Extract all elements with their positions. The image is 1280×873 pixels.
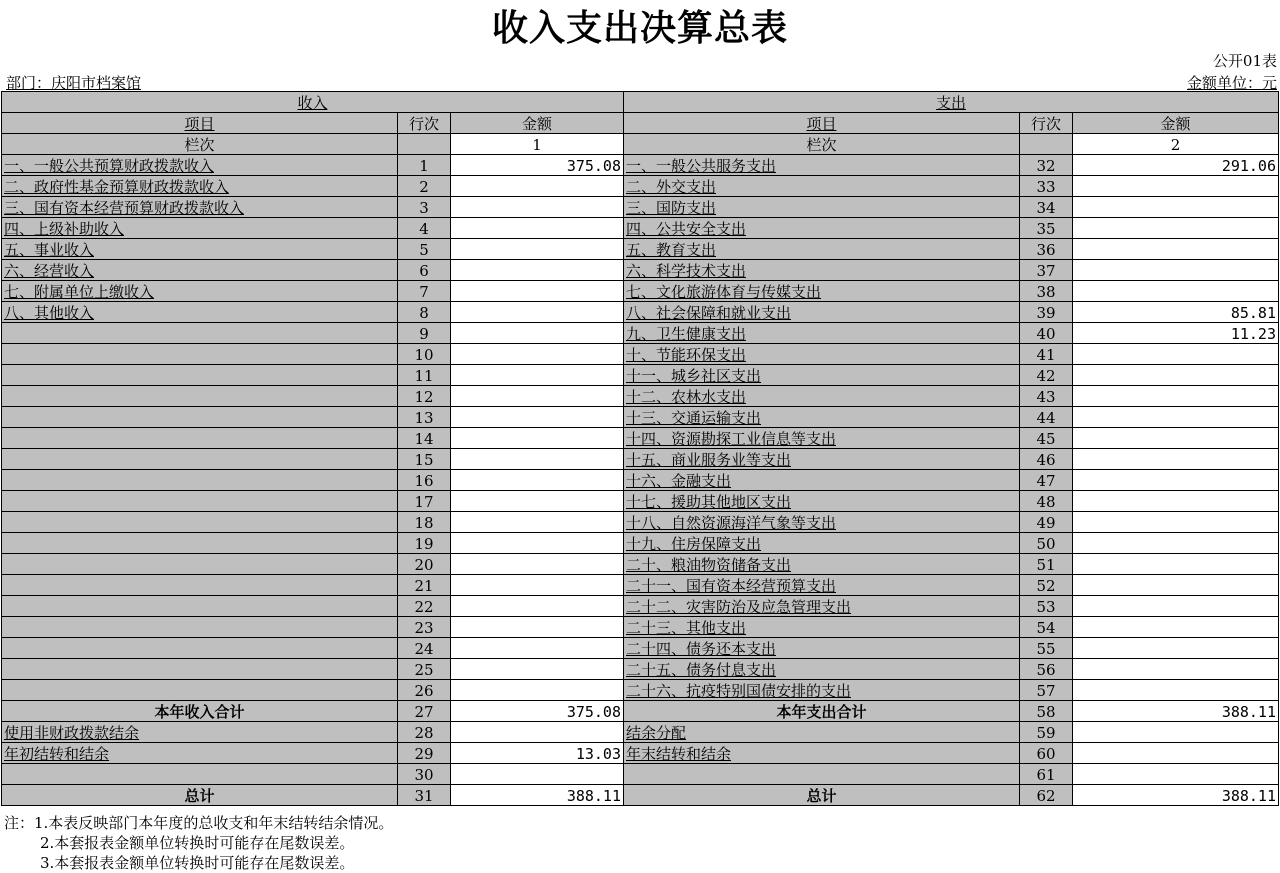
- page-title: 收入支出决算总表: [491, 8, 788, 49]
- expense-amount-cell: [1073, 428, 1279, 449]
- income-amount-cell: [451, 323, 624, 344]
- footnote-3: 3.本套报表金额单位转换时可能存在尾数误差。: [40, 854, 355, 872]
- table-row: [2, 449, 1279, 470]
- footnote-1: 注：1.本表反映部门本年度的总收支和年末结转结余情况。: [4, 814, 394, 832]
- expense-column-index-2: 2: [1073, 134, 1279, 155]
- table-row: [2, 743, 1279, 764]
- expense-no-cell: 42: [1020, 365, 1073, 386]
- header-row-column-index: [2, 134, 1279, 155]
- income-no-cell: 17: [398, 491, 451, 512]
- table-row: [2, 470, 1279, 491]
- income-amount-cell: [451, 554, 624, 575]
- table-row: [2, 365, 1279, 386]
- income-amount-cell: [451, 722, 624, 743]
- form-number: 公开01表: [1212, 52, 1277, 70]
- income-no-cell: 4: [398, 218, 451, 239]
- expense-item-cell: 三、国防支出: [624, 197, 1020, 218]
- expense-item-cell: 二、外交支出: [624, 176, 1020, 197]
- income-item-cell: [2, 449, 398, 470]
- income-amount-cell: 375.08: [451, 155, 624, 176]
- income-amount-cell: [451, 764, 624, 785]
- table-row: [2, 722, 1279, 743]
- expense-item-header: 项目: [624, 113, 1020, 134]
- expense-no-cell: 55: [1020, 638, 1073, 659]
- expense-amount-cell: [1073, 260, 1279, 281]
- expense-amount-cell: 388.11: [1073, 785, 1279, 806]
- expense-item-cell: 二十六、抗疫特别国债安排的支出: [624, 680, 1020, 701]
- expense-amount-cell: [1073, 512, 1279, 533]
- income-item-cell: 三、国有资本经营预算财政拨款收入: [2, 197, 398, 218]
- table-row: [2, 428, 1279, 449]
- expense-item-cell: 十五、商业服务业等支出: [624, 449, 1020, 470]
- income-no-cell: 16: [398, 470, 451, 491]
- income-no-cell: 12: [398, 386, 451, 407]
- income-item-cell: 七、附属单位上缴收入: [2, 281, 398, 302]
- income-column-index-label: 栏次: [2, 134, 398, 155]
- income-column-index-1: 1: [451, 134, 624, 155]
- income-item-cell: [2, 575, 398, 596]
- income-no-cell: 28: [398, 722, 451, 743]
- table-row: [2, 785, 1279, 806]
- income-no-cell: 22: [398, 596, 451, 617]
- expense-no-cell: 52: [1020, 575, 1073, 596]
- income-item-cell: 六、经营收入: [2, 260, 398, 281]
- expense-no-cell: 62: [1020, 785, 1073, 806]
- table-row: [2, 302, 1279, 323]
- amount-unit-label: 金额单位：元: [1186, 74, 1277, 92]
- footnote-2: 2.本套报表金额单位转换时可能存在尾数误差。: [40, 834, 355, 852]
- income-amount-cell: [451, 680, 624, 701]
- income-no-cell: 6: [398, 260, 451, 281]
- expense-item-cell: 二十三、其他支出: [624, 617, 1020, 638]
- income-amount-cell: [451, 197, 624, 218]
- expense-no-cell: 47: [1020, 470, 1073, 491]
- expense-section-header: 支出: [624, 92, 1279, 113]
- income-item-cell: [2, 596, 398, 617]
- expense-amount-cell: [1073, 386, 1279, 407]
- expense-amount-cell: 388.11: [1073, 701, 1279, 722]
- expense-no-cell: 41: [1020, 344, 1073, 365]
- income-section-header: 收入: [2, 92, 624, 113]
- income-amount-cell: 13.03: [451, 743, 624, 764]
- expense-no-cell: 46: [1020, 449, 1073, 470]
- expense-amount-cell: [1073, 470, 1279, 491]
- income-no-cell: 7: [398, 281, 451, 302]
- expense-no-cell: 50: [1020, 533, 1073, 554]
- income-item-cell: 本年收入合计: [2, 701, 398, 722]
- income-no-cell: 23: [398, 617, 451, 638]
- income-item-cell: 八、其他收入: [2, 302, 398, 323]
- expense-amount-cell: [1073, 491, 1279, 512]
- table-row: [2, 533, 1279, 554]
- table-row: [2, 680, 1279, 701]
- expense-amount-cell: 85.81: [1073, 302, 1279, 323]
- expense-amount-cell: [1073, 764, 1279, 785]
- expense-item-cell: 总计: [624, 785, 1020, 806]
- table-row: [2, 344, 1279, 365]
- expense-no-cell: 38: [1020, 281, 1073, 302]
- table-row: [2, 659, 1279, 680]
- table-row: [2, 491, 1279, 512]
- expense-column-index-label: 栏次: [624, 134, 1020, 155]
- expense-no-cell: 48: [1020, 491, 1073, 512]
- income-amount-cell: [451, 281, 624, 302]
- income-item-cell: [2, 470, 398, 491]
- expense-item-cell: 四、公共安全支出: [624, 218, 1020, 239]
- expense-no-cell: 45: [1020, 428, 1073, 449]
- expense-no-cell: 37: [1020, 260, 1073, 281]
- income-amount-cell: [451, 365, 624, 386]
- income-amount-cell: [451, 344, 624, 365]
- expense-amount-cell: [1073, 176, 1279, 197]
- income-item-cell: [2, 533, 398, 554]
- income-item-cell: [2, 407, 398, 428]
- expense-item-cell: 八、社会保障和就业支出: [624, 302, 1020, 323]
- income-no-cell: 14: [398, 428, 451, 449]
- income-no-cell: 11: [398, 365, 451, 386]
- income-column-index-blank: [398, 134, 451, 155]
- table-row: [2, 554, 1279, 575]
- expense-amount-cell: 291.06: [1073, 155, 1279, 176]
- expense-item-cell: 十、节能环保支出: [624, 344, 1020, 365]
- expense-item-cell: 二十二、灾害防治及应急管理支出: [624, 596, 1020, 617]
- expense-item-cell: 十四、资源勘探工业信息等支出: [624, 428, 1020, 449]
- income-no-cell: 3: [398, 197, 451, 218]
- expense-amount-cell: [1073, 596, 1279, 617]
- expense-amount-cell: [1073, 344, 1279, 365]
- income-amount-header: 金额: [451, 113, 624, 134]
- income-amount-cell: [451, 470, 624, 491]
- expense-amount-cell: 11.23: [1073, 323, 1279, 344]
- header-row-sections: [2, 92, 1279, 113]
- expense-item-cell: 二十一、国有资本经营预算支出: [624, 575, 1020, 596]
- expense-amount-cell: [1073, 659, 1279, 680]
- expense-amount-cell: [1073, 197, 1279, 218]
- expense-column-index-blank: [1020, 134, 1073, 155]
- income-no-cell: 25: [398, 659, 451, 680]
- expense-amount-cell: [1073, 617, 1279, 638]
- income-no-cell: 13: [398, 407, 451, 428]
- table-row: [2, 218, 1279, 239]
- income-no-cell: 2: [398, 176, 451, 197]
- expense-item-cell: 五、教育支出: [624, 239, 1020, 260]
- income-no-cell: 8: [398, 302, 451, 323]
- table-row: [2, 701, 1279, 722]
- expense-no-cell: 59: [1020, 722, 1073, 743]
- income-item-cell: 四、上级补助收入: [2, 218, 398, 239]
- expense-amount-cell: [1073, 449, 1279, 470]
- expense-item-cell: 九、卫生健康支出: [624, 323, 1020, 344]
- income-amount-cell: [451, 176, 624, 197]
- income-item-cell: 二、政府性基金预算财政拨款收入: [2, 176, 398, 197]
- income-amount-cell: [451, 302, 624, 323]
- expense-no-cell: 44: [1020, 407, 1073, 428]
- expense-amount-cell: [1073, 554, 1279, 575]
- income-amount-cell: [451, 512, 624, 533]
- expense-no-cell: 39: [1020, 302, 1073, 323]
- income-amount-cell: [451, 239, 624, 260]
- income-item-cell: [2, 617, 398, 638]
- income-no-cell: 10: [398, 344, 451, 365]
- expense-item-cell: 二十五、债务付息支出: [624, 659, 1020, 680]
- expense-item-cell: 二十四、债务还本支出: [624, 638, 1020, 659]
- income-item-cell: [2, 344, 398, 365]
- income-item-cell: [2, 491, 398, 512]
- expense-item-cell: 一、一般公共服务支出: [624, 155, 1020, 176]
- table-row: [2, 386, 1279, 407]
- income-item-cell: 使用非财政拨款结余: [2, 722, 398, 743]
- income-amount-cell: [451, 260, 624, 281]
- income-no-cell: 15: [398, 449, 451, 470]
- income-amount-cell: [451, 491, 624, 512]
- income-amount-cell: [451, 596, 624, 617]
- table-row: [2, 512, 1279, 533]
- expense-amount-header: 金额: [1073, 113, 1279, 134]
- table-row: [2, 407, 1279, 428]
- income-no-cell: 29: [398, 743, 451, 764]
- header-row-columns: [2, 113, 1279, 134]
- table-row: [2, 176, 1279, 197]
- table-row: [2, 323, 1279, 344]
- expense-no-cell: 54: [1020, 617, 1073, 638]
- table-row: [2, 155, 1279, 176]
- income-no-cell: 5: [398, 239, 451, 260]
- expense-amount-cell: [1073, 407, 1279, 428]
- expense-amount-cell: [1073, 533, 1279, 554]
- expense-item-cell: 十八、自然资源海洋气象等支出: [624, 512, 1020, 533]
- expense-amount-cell: [1073, 218, 1279, 239]
- income-no-cell: 18: [398, 512, 451, 533]
- income-amount-cell: [451, 407, 624, 428]
- expense-row-no-header: 行次: [1020, 113, 1073, 134]
- income-no-cell: 27: [398, 701, 451, 722]
- income-item-cell: [2, 638, 398, 659]
- income-item-cell: [2, 764, 398, 785]
- income-amount-cell: [451, 533, 624, 554]
- expense-no-cell: 53: [1020, 596, 1073, 617]
- expense-no-cell: 43: [1020, 386, 1073, 407]
- expense-item-cell: 十七、援助其他地区支出: [624, 491, 1020, 512]
- income-no-cell: 31: [398, 785, 451, 806]
- income-no-cell: 9: [398, 323, 451, 344]
- table-row: [2, 281, 1279, 302]
- expense-no-cell: 33: [1020, 176, 1073, 197]
- expense-item-cell: 十一、城乡社区支出: [624, 365, 1020, 386]
- income-amount-cell: [451, 617, 624, 638]
- expense-no-cell: 56: [1020, 659, 1073, 680]
- expense-no-cell: 51: [1020, 554, 1073, 575]
- table-row: [2, 617, 1279, 638]
- expense-no-cell: 57: [1020, 680, 1073, 701]
- income-amount-cell: 388.11: [451, 785, 624, 806]
- department-label: 部门：庆阳市档案馆: [6, 74, 142, 92]
- expense-item-cell: 十三、交通运输支出: [624, 407, 1020, 428]
- income-amount-cell: [451, 575, 624, 596]
- table-row: [2, 197, 1279, 218]
- income-item-cell: [2, 554, 398, 575]
- table-row: [2, 239, 1279, 260]
- income-amount-cell: [451, 428, 624, 449]
- income-item-cell: 总计: [2, 785, 398, 806]
- expense-amount-cell: [1073, 638, 1279, 659]
- table-row: [2, 575, 1279, 596]
- expense-item-cell: 二十、粮油物资储备支出: [624, 554, 1020, 575]
- expense-no-cell: 61: [1020, 764, 1073, 785]
- footnotes: [4, 813, 393, 873]
- expense-amount-cell: [1073, 575, 1279, 596]
- expense-amount-cell: [1073, 281, 1279, 302]
- income-item-cell: [2, 323, 398, 344]
- income-amount-cell: [451, 386, 624, 407]
- expense-no-cell: 34: [1020, 197, 1073, 218]
- income-no-cell: 1: [398, 155, 451, 176]
- income-item-cell: [2, 428, 398, 449]
- income-item-cell: [2, 386, 398, 407]
- expense-no-cell: 36: [1020, 239, 1073, 260]
- income-amount-cell: [451, 638, 624, 659]
- expense-item-cell: 年末结转和结余: [624, 743, 1020, 764]
- income-item-cell: 一、一般公共预算财政拨款收入: [2, 155, 398, 176]
- expense-no-cell: 40: [1020, 323, 1073, 344]
- income-item-cell: [2, 365, 398, 386]
- income-item-cell: [2, 659, 398, 680]
- income-amount-cell: [451, 659, 624, 680]
- income-item-cell: [2, 680, 398, 701]
- income-amount-cell: [451, 218, 624, 239]
- expense-item-cell: 十六、金融支出: [624, 470, 1020, 491]
- table-row: [2, 638, 1279, 659]
- income-no-cell: 20: [398, 554, 451, 575]
- table-row: [2, 764, 1279, 785]
- expense-no-cell: 58: [1020, 701, 1073, 722]
- expense-item-cell: [624, 764, 1020, 785]
- expense-no-cell: 35: [1020, 218, 1073, 239]
- table-row: [2, 260, 1279, 281]
- expense-item-cell: 结余分配: [624, 722, 1020, 743]
- income-no-cell: 26: [398, 680, 451, 701]
- income-item-header: 项目: [2, 113, 398, 134]
- table-row: [2, 596, 1279, 617]
- income-item-cell: 年初结转和结余: [2, 743, 398, 764]
- expense-amount-cell: [1073, 743, 1279, 764]
- expense-no-cell: 49: [1020, 512, 1073, 533]
- income-no-cell: 30: [398, 764, 451, 785]
- income-no-cell: 19: [398, 533, 451, 554]
- expense-amount-cell: [1073, 722, 1279, 743]
- expense-item-cell: 十九、住房保障支出: [624, 533, 1020, 554]
- expense-item-cell: 六、科学技术支出: [624, 260, 1020, 281]
- expense-item-cell: 七、文化旅游体育与传媒支出: [624, 281, 1020, 302]
- income-amount-cell: 375.08: [451, 701, 624, 722]
- income-row-no-header: 行次: [398, 113, 451, 134]
- expense-item-cell: 十二、农林水支出: [624, 386, 1020, 407]
- income-no-cell: 24: [398, 638, 451, 659]
- expense-amount-cell: [1073, 365, 1279, 386]
- income-item-cell: [2, 512, 398, 533]
- expense-no-cell: 32: [1020, 155, 1073, 176]
- expense-amount-cell: [1073, 680, 1279, 701]
- income-item-cell: 五、事业收入: [2, 239, 398, 260]
- income-no-cell: 21: [398, 575, 451, 596]
- income-expense-table: [1, 91, 1279, 806]
- expense-no-cell: 60: [1020, 743, 1073, 764]
- expense-amount-cell: [1073, 239, 1279, 260]
- income-amount-cell: [451, 449, 624, 470]
- expense-item-cell: 本年支出合计: [624, 701, 1020, 722]
